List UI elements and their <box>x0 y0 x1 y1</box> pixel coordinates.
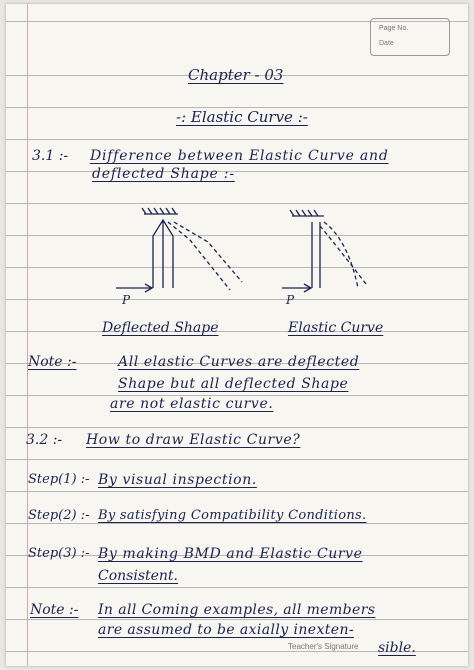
note-1-line3: are not elastic curve. <box>110 396 274 412</box>
topic-heading: -: Elastic Curve :- <box>176 108 308 126</box>
step-3-label: Step(3) :- <box>28 546 90 561</box>
load-label-left: P <box>122 293 131 307</box>
note-1-label: Note :- <box>28 354 77 370</box>
step-3-text-line1: By making BMD and Elastic Curve <box>98 546 363 562</box>
note-2-line3: sible. <box>378 640 416 656</box>
date-label: Date <box>379 40 394 47</box>
step-3-text-line2: Consistent. <box>98 568 179 584</box>
section-2-number: 3.2 :- <box>26 432 63 448</box>
load-label-right: P <box>286 293 295 307</box>
step-2-label: Step(2) :- <box>28 508 90 523</box>
note-2-line1: In all Coming examples, all members <box>98 602 376 618</box>
note-2-label: Note :- <box>30 602 79 618</box>
teacher-signature-label: Teacher's Signature <box>288 642 359 651</box>
section-2-title: How to draw Elastic Curve? <box>86 432 301 448</box>
step-1-label: Step(1) :- <box>28 472 90 487</box>
note-1-line1: All elastic Curves are deflected <box>118 354 360 370</box>
section-1-number: 3.1 :- <box>32 148 69 164</box>
page-date-box <box>370 18 450 56</box>
page-no-label: Page No. <box>379 25 409 32</box>
chapter-heading: Chapter - 03 <box>188 66 284 84</box>
step-2-text: By satisfying Compatibility Conditions. <box>98 508 367 523</box>
step-1-text: By visual inspection. <box>98 472 257 488</box>
caption-deflected-shape: Deflected Shape <box>102 320 219 336</box>
notebook-page <box>6 4 468 666</box>
note-2-line2: are assumed to be axially inexten- <box>98 622 354 638</box>
section-1-title-line1: Difference between Elastic Curve and <box>90 148 389 164</box>
note-1-line2: Shape but all deflected Shape <box>118 376 349 392</box>
section-1-title-line2: deflected Shape :- <box>92 166 235 182</box>
frame-figures <box>96 200 396 312</box>
caption-elastic-curve: Elastic Curve <box>288 320 384 336</box>
